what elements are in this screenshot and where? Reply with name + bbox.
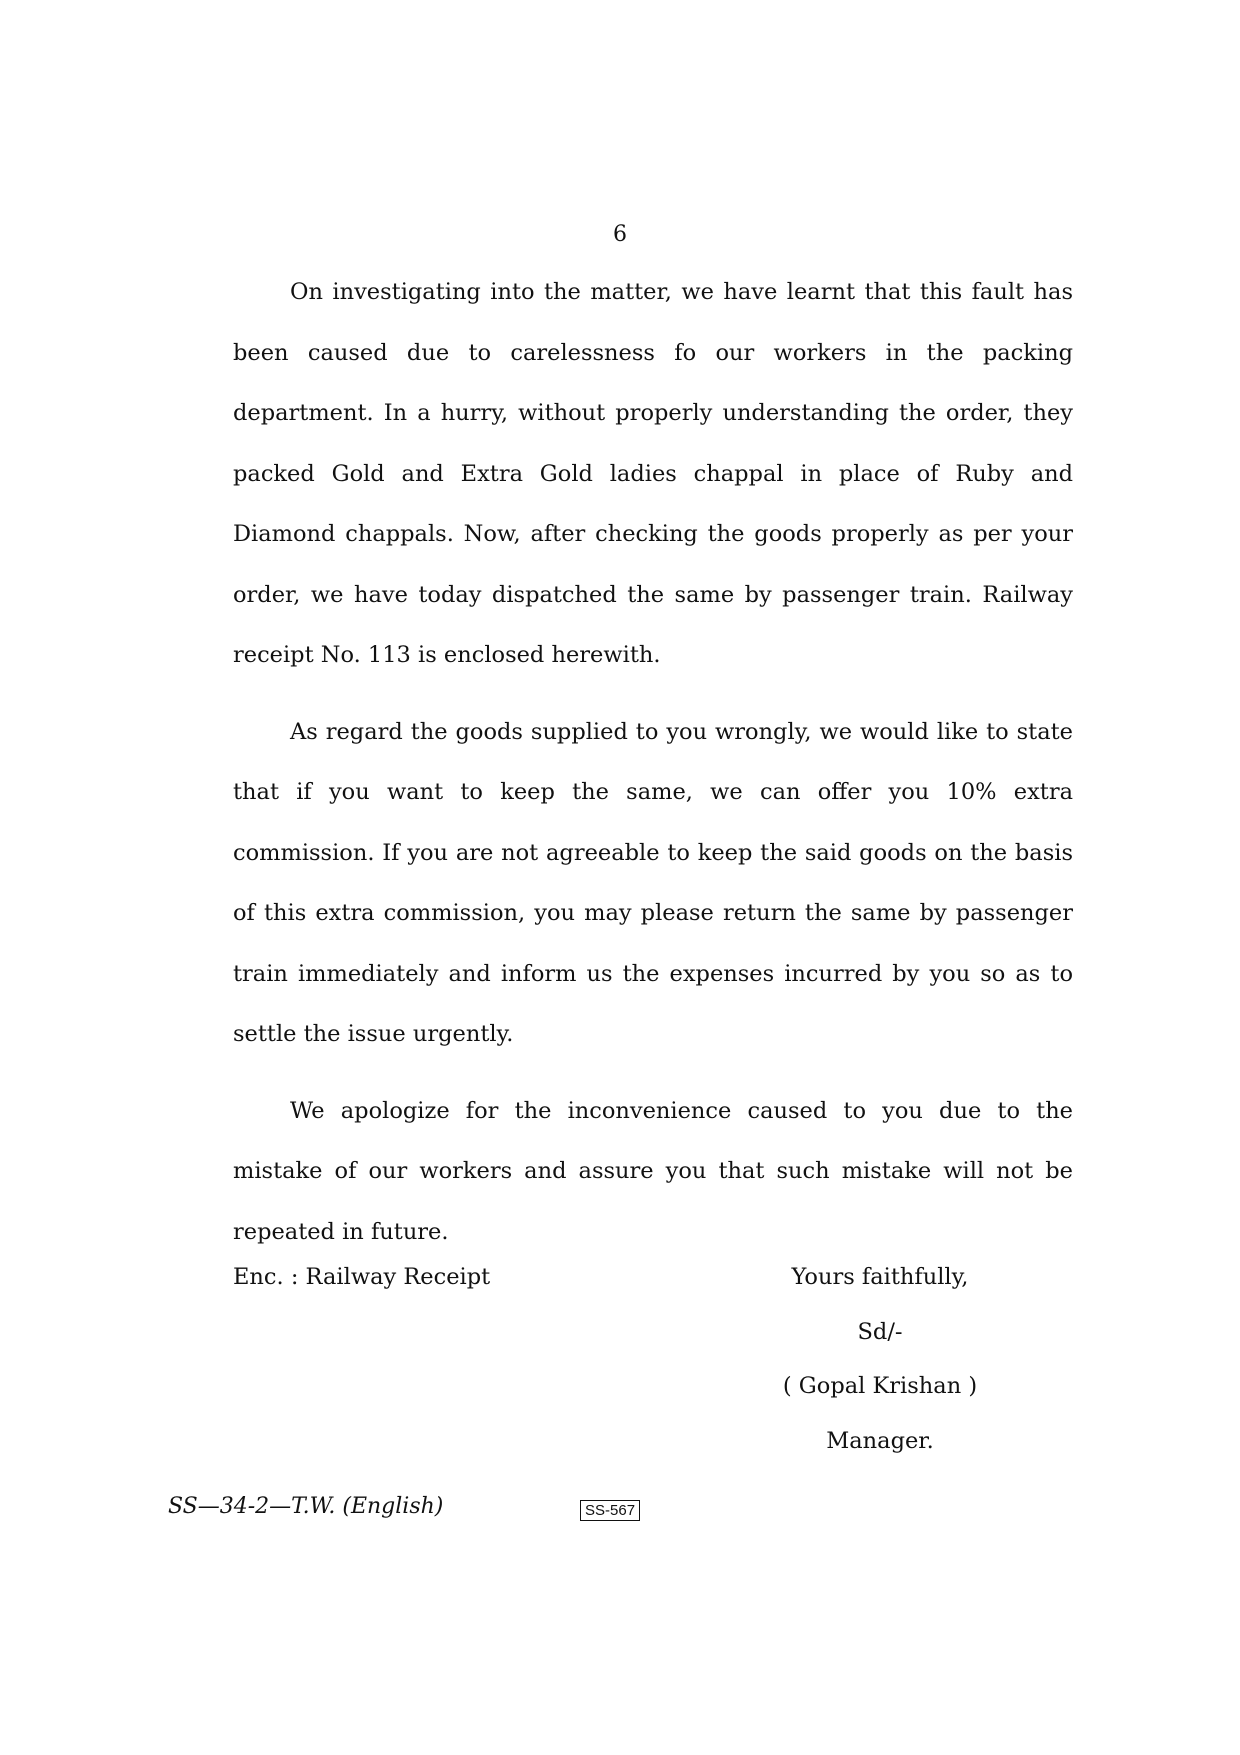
closing-salutation: Yours faithfully,: [791, 1264, 969, 1290]
paragraph-apology: We apologize for the inconvenience caused to you due to the mistake of our workers and assure you that such mistake will not be repeated in future.: [233, 1097, 1073, 1245]
page-number: 6: [613, 222, 627, 247]
signed-mark: Sd/-: [857, 1318, 903, 1345]
signature-block: [760, 1262, 1000, 1480]
footer-box-label: SS-567: [580, 1500, 640, 1521]
footer-code: SS—34-2—T.W. (English): [168, 1494, 444, 1519]
enclosure-note: Enc. : Railway Receipt: [233, 1264, 491, 1290]
paragraph-investigation: On investigating into the matter, we have learnt that this fault has been caused due to carelessness fo our workers in the packing department. In a hurry, without properly understanding the order, they packed Gold and Extra Gold ladies chappal in place of Ruby and Diamond chappals. Now, after checking the goods properly as per your order, we have today dispatched the same by passenger train. Railway receipt No. 113 is enclosed herewith.: [233, 279, 1073, 668]
paragraph-offer: As regard the goods supplied to you wrongly, we would like to state that if you want to keep the same, we can offer you 10% extra commission. If you are not agreeable to keep the said goods on the basis of this extra commission, you may please return the same by passenger train immediately and inform us the expenses incurred by you so as to settle the issue urgently.: [233, 718, 1073, 1047]
signatory-designation: Manager.: [826, 1427, 934, 1454]
signatory-name: ( Gopal Krishan ): [782, 1373, 978, 1399]
letter-body: [233, 262, 1073, 1262]
